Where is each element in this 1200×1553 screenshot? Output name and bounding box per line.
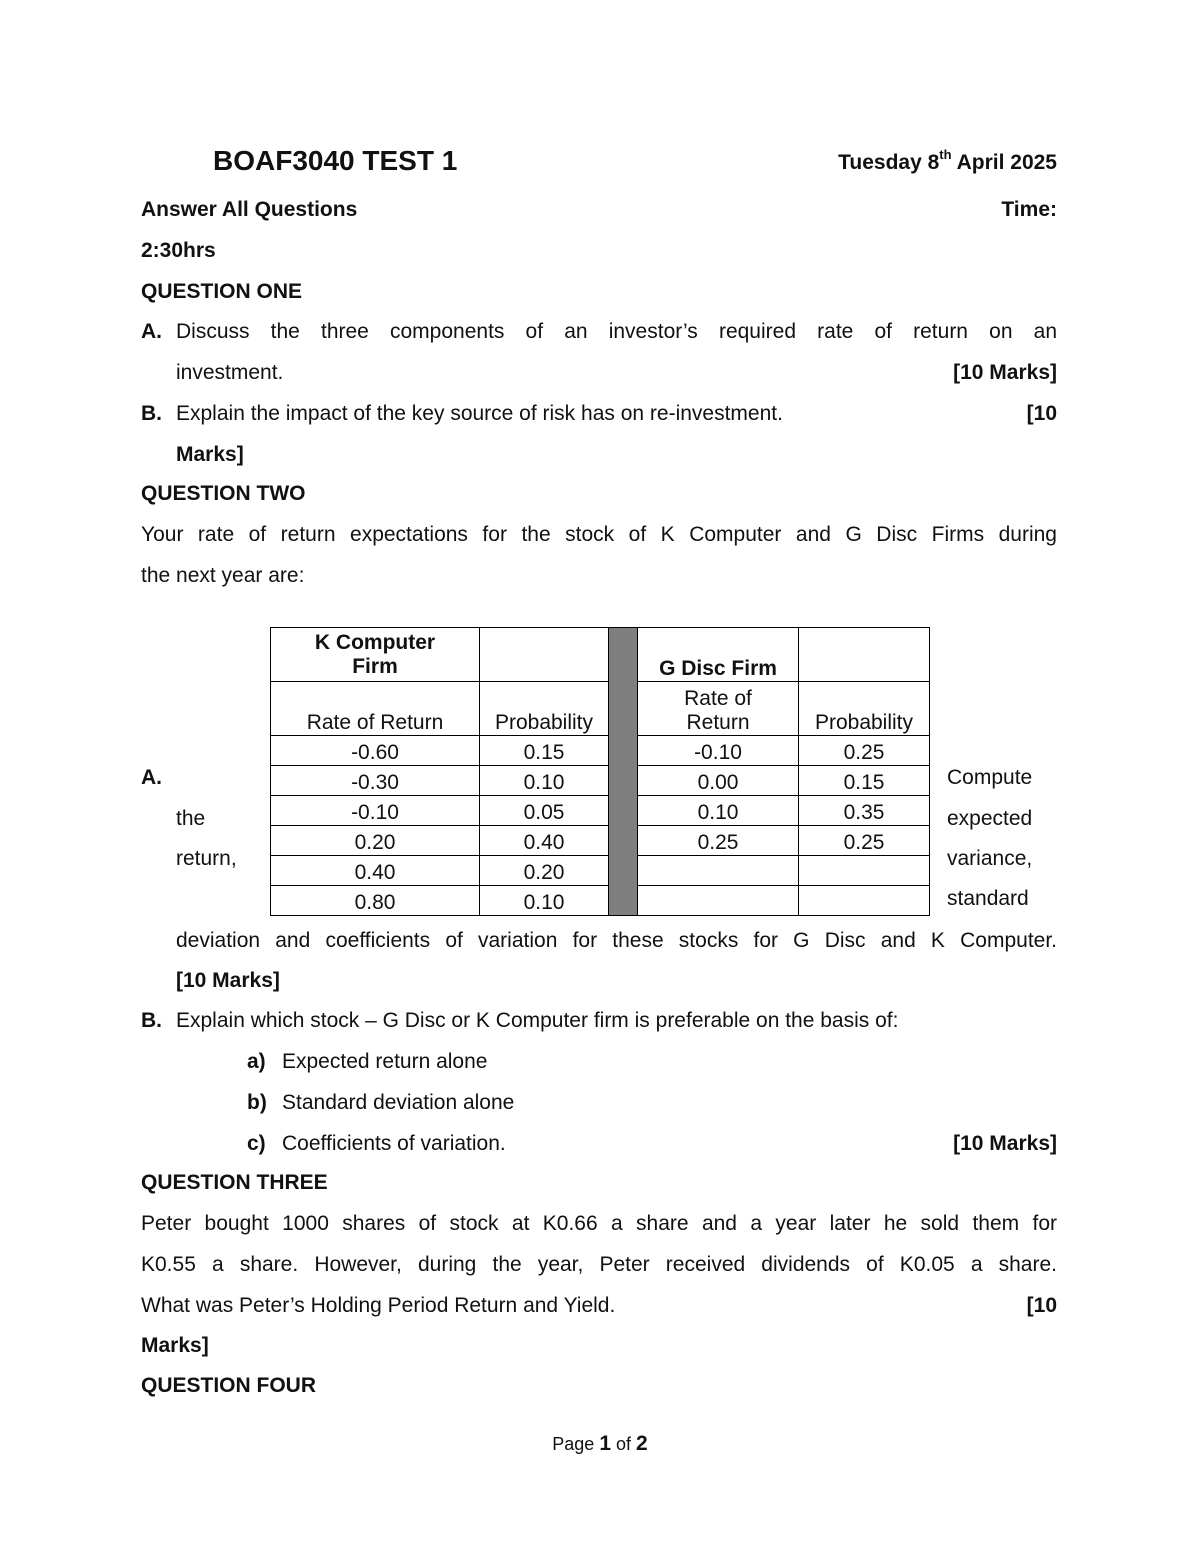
q2-b-label: B. [141, 1009, 162, 1032]
returns-table [270, 627, 930, 916]
q2-a-right-2: expected [947, 807, 1033, 830]
test-date-suffix: April 2025 [951, 151, 1057, 174]
g-rate-cell: -0.10 [638, 736, 799, 766]
q2-intro-line1: Your rate of return expectations for the stock of K Computer and G Disc Firms during [141, 523, 1057, 546]
empty-header-cell [799, 628, 930, 682]
k-prob-header: Probability [480, 682, 609, 736]
k-prob-cell: 0.40 [480, 826, 609, 856]
page-footer [0, 1432, 1200, 1456]
q3-line1: Peter bought 1000 shares of stock at K0.66 a share and a year later he sold them for [141, 1212, 1057, 1235]
q2-b-text: Explain which stock – G Disc or K Computer firm is preferable on the basis of: [176, 1009, 899, 1032]
k-rate-cell: 0.80 [271, 886, 480, 916]
table-header-row [271, 628, 930, 682]
q3-marks-cont: Marks] [141, 1334, 209, 1357]
test-date-suffix-sup: th [939, 147, 952, 162]
g-prob-cell: 0.35 [799, 796, 930, 826]
q2-a-left-2: return, [176, 847, 237, 870]
test-title: BOAF3040 TEST 1 [213, 145, 458, 176]
q2-a-label: A. [141, 766, 162, 789]
time-value: 2:30hrs [141, 239, 216, 262]
k-prob-cell: 0.20 [480, 856, 609, 886]
table-row [271, 796, 930, 826]
q2-heading: QUESTION TWO [141, 482, 306, 505]
q4-heading: QUESTION FOUR [141, 1374, 317, 1397]
q3-heading: QUESTION THREE [141, 1171, 328, 1194]
q1-b-marks: [10 [1026, 402, 1057, 425]
q1-b-marks-cont: Marks] [176, 443, 244, 466]
footer-page-number: 1 [599, 1432, 612, 1455]
q2-a-right-1: Compute [947, 766, 1033, 789]
time-label: Time: [1001, 198, 1057, 221]
q3-line2: K0.55 a share. However, during the year, Peter received dividends of K0.05 a share. [141, 1253, 1057, 1276]
q1-b-text: Explain the impact of the key source of risk has on re-investment. [176, 402, 783, 425]
k-computer-header [271, 628, 480, 682]
k-prob-cell: 0.15 [480, 736, 609, 766]
k-rate-cell: 0.40 [271, 856, 480, 886]
q2-a-right-3: variance, [947, 847, 1033, 870]
q2-intro-line2: the next year are: [141, 564, 305, 587]
g-rate-header-line2: Return [686, 711, 750, 734]
k-rate-cell: -0.30 [271, 766, 480, 796]
instructions: Answer All Questions [141, 198, 358, 221]
q2-a-right-4: standard [947, 887, 1029, 910]
table-row [271, 856, 930, 886]
g-prob-cell: 0.15 [799, 766, 930, 796]
q2-b-marks: [10 Marks] [953, 1132, 1057, 1155]
table-row [271, 736, 930, 766]
table-row [271, 886, 930, 916]
q2-b-sub-a-text: Expected return alone [282, 1050, 488, 1073]
q1-a-text-line2: investment. [176, 361, 284, 384]
q3-marks: [10 [1026, 1294, 1057, 1317]
k-prob-cell: 0.10 [480, 766, 609, 796]
g-disc-header: G Disc Firm [638, 628, 799, 682]
q1-a-label: A. [141, 320, 162, 343]
q2-b-sub-a-label: a) [247, 1050, 266, 1073]
k-header-line1: K Computer [314, 630, 436, 654]
footer-of-word: of [611, 1434, 637, 1454]
q2-b-sub-c-label: c) [247, 1132, 266, 1155]
g-prob-cell [799, 856, 930, 886]
g-rate-cell [638, 886, 799, 916]
footer-page-word: Page [552, 1434, 600, 1454]
empty-header-cell [480, 628, 609, 682]
g-prob-cell: 0.25 [799, 736, 930, 766]
q1-heading: QUESTION ONE [141, 280, 303, 303]
g-rate-header [638, 682, 799, 736]
q1-a-marks: [10 Marks] [953, 361, 1057, 384]
q2-a-left-1: the [176, 807, 206, 830]
g-prob-cell [799, 886, 930, 916]
q2-b-sub-b-label: b) [247, 1091, 267, 1114]
k-rate-cell: 0.20 [271, 826, 480, 856]
g-prob-header: Probability [799, 682, 930, 736]
shaded-separator [609, 628, 638, 916]
k-prob-cell: 0.05 [480, 796, 609, 826]
g-prob-cell: 0.25 [799, 826, 930, 856]
q2-b-sub-c-text: Coefficients of variation. [282, 1132, 506, 1155]
table-row [271, 826, 930, 856]
q1-a-text-line1: Discuss the three components of an investor’s required rate of return on an [176, 320, 1057, 343]
k-prob-cell: 0.10 [480, 886, 609, 916]
g-rate-header-line1: Rate of [684, 687, 752, 710]
k-rate-cell: -0.60 [271, 736, 480, 766]
k-header-line2: Firm [352, 654, 398, 678]
q2-a-text-cont: deviation and coefficients of variation for these stocks for G Disc and K Computer. [176, 929, 1057, 952]
q2-a-marks: [10 Marks] [176, 969, 280, 992]
g-rate-cell: 0.10 [638, 796, 799, 826]
q2-b-sub-b-text: Standard deviation alone [282, 1091, 515, 1114]
g-rate-cell: 0.00 [638, 766, 799, 796]
q3-line3: What was Peter’s Holding Period Return and Yield. [141, 1294, 616, 1317]
footer-page-total: 2 [636, 1432, 648, 1455]
k-rate-header: Rate of Return [271, 682, 480, 736]
g-rate-cell [638, 856, 799, 886]
g-rate-cell: 0.25 [638, 826, 799, 856]
test-date [838, 147, 1057, 175]
q1-b-label: B. [141, 402, 162, 425]
test-date-prefix: Tuesday 8 [838, 151, 940, 174]
k-rate-cell: -0.10 [271, 796, 480, 826]
table-row [271, 766, 930, 796]
table-subheader-row [271, 682, 930, 736]
